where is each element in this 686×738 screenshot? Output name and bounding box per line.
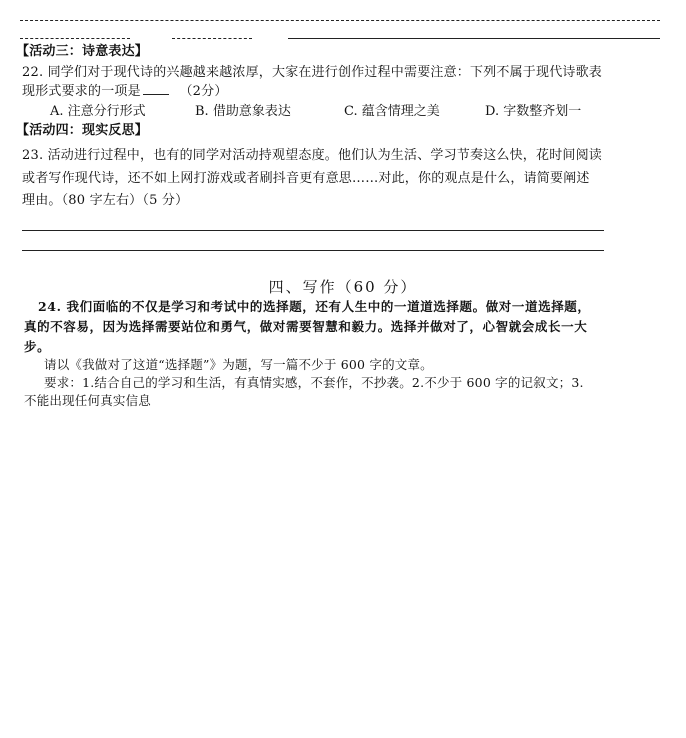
- q22-option-a[interactable]: A. 注意分行形式: [50, 104, 146, 119]
- q23-line-1: 23. 活动进行过程中，也有的同学对活动持观望态度。他们认为生活、学习节奏这么快，花时间阅读: [22, 148, 603, 163]
- answer-line-top-3: [172, 38, 252, 39]
- q23-answer-line-1[interactable]: [22, 230, 604, 231]
- q22-option-c[interactable]: C. 蕴含情理之美: [344, 104, 440, 119]
- q23-line-2: 或者写作现代诗，还不如上网打游戏或者刷抖音更有意思……对此，你的观点是什么，请简要阐述: [22, 171, 590, 186]
- q22-line-2: [22, 82, 228, 101]
- q22-line-1: 22. 同学们对于现代诗的兴趣越来越浓厚，大家在进行创作过程中需要注意：下列不属于现代诗歌表: [22, 65, 603, 80]
- activity4-heading: 【活动四：现实反思】: [16, 123, 149, 138]
- q24-line-3: 步。: [24, 339, 51, 354]
- q22-line-2-text: 现形式要求的一项是: [22, 84, 141, 99]
- answer-line-top-4: [288, 38, 660, 39]
- q22-option-d[interactable]: D. 字数整齐划一: [485, 104, 582, 119]
- q22-answer-blank[interactable]: [143, 82, 169, 95]
- q23-answer-line-2[interactable]: [22, 250, 604, 251]
- writing-section-title: 四、写作（60 分）: [268, 278, 418, 296]
- q24-line-2: 真的不容易，因为选择需要站位和勇气，做对需要智慧和毅力。选择并做对了，心智就会成长一大: [24, 319, 588, 334]
- q23-line-3: 理由。（80 字左右）（5 分）: [22, 193, 189, 208]
- essay-requirements-line-1: 要求：1.结合自己的学习和生活，有真情实感，不套作，不抄袭。2.不少于 600 字的记叙文；3.: [44, 375, 584, 390]
- answer-line-top-2: [20, 38, 130, 39]
- q22-points: （2分）: [179, 84, 228, 99]
- answer-line-top-1: [20, 20, 660, 21]
- q22-option-b[interactable]: B. 借助意象表达: [195, 104, 291, 119]
- q24-line-1: 24. 我们面临的不仅是学习和考试中的选择题，还有人生中的一道道选择题。做对一道选择题，: [38, 299, 591, 314]
- activity3-heading: 【活动三：诗意表达】: [16, 44, 149, 59]
- essay-prompt: 请以《我做对了这道“选择题”》为题，写一篇不少于 600 字的文章。: [44, 357, 433, 372]
- essay-requirements-line-2: 不能出现任何真实信息: [24, 393, 152, 408]
